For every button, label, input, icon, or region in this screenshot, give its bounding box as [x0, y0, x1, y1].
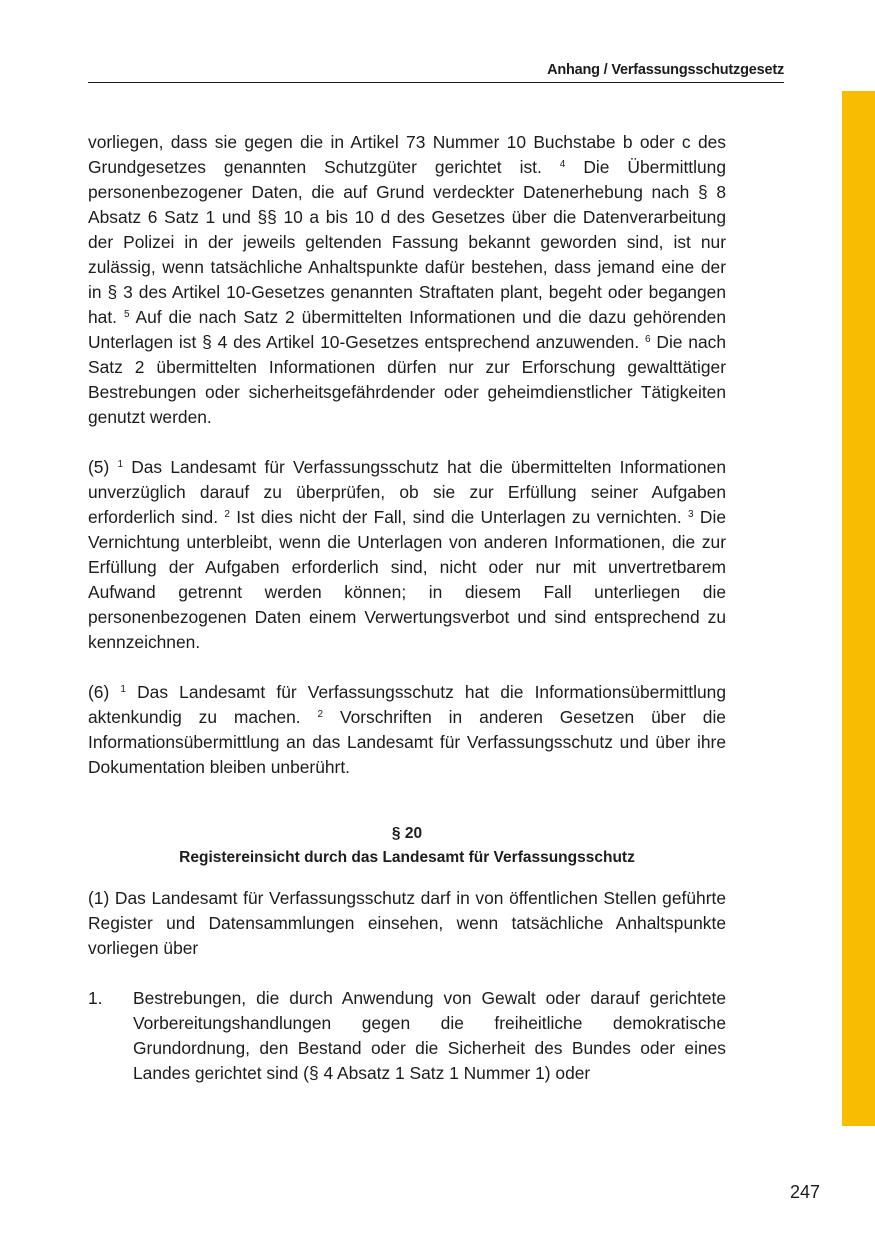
paragraph-6: (6) $^1$ Das Landesamt für Verfassungsschutz hat die Informationsübermittlung aktenkundig zu machen. $^2$ Vorschriften in anderen Gesetzen über die Informationsübermittlung an das Landesamt für Verfassungsschutz und über ihre Dokumentation bleiben unberührt. — [88, 682, 726, 777]
sentence-number: 3 — [688, 509, 694, 520]
list-item-number: 1. — [88, 988, 103, 1008]
page-body — [88, 130, 726, 1086]
paragraph-continuation: vorliegen, dass sie gegen die in Artikel 73 Nummer 10 Buchstabe b oder c des Grundgesetzes genannten Schutzgüter gerichtet ist. $^4$ Die Übermittlung personenbezogener Daten, die auf Grund verdeckter Datenerhebung nach § 8 Absatz 6 Satz 1 und §§ 10 a bis 10 d des Gesetzes über die Datenverarbeitung der Polizei in der jeweils geltenden Fassung bekannt geworden sind, ist nur zulässig, wenn tatsächliche Anhaltspunkte dafür bestehen, dass jemand eine der in § 3 des Artikel 10-Gesetzes genannten Straftaten plant, begeht oder begangen hat. $^5$ Auf die nach Satz 2 übermittelten Informationen und die dazu gehörenden Unterlagen ist § 4 des Artikel 10-Gesetzes entsprechend anzuwenden. $^6$ Die nach Satz 2 übermittelten Informationen dürfen nur zur Erforschung gewalttätiger Bestrebungen oder sicherheitsgefährdender oder geheimdienstlicher Tätigkeiten genutzt werden. — [88, 132, 726, 427]
paragraph-5: (5) $^1$ Das Landesamt für Verfassungsschutz hat die übermittelten Informationen unverzüglich darauf zu überprüfen, ob sie zur Erfüllung seiner Aufgaben erforderlich sind. $^2$ Ist dies nicht der Fall, sind die Unterlagen zu vernichten. $^3$ Die Vernichtung unterbleibt, wenn die Unterlagen von anderen Informationen, die zur Erfüllung der Aufgaben erforderlich sind, nicht oder nur mit unvertretbarem Aufwand getrennt werden können; in diesem Fall unterliegen die personenbezogenen Daten einem Verwertungsverbot und sind entsprechend zu kennzeichnen. — [88, 457, 726, 652]
sentence-number: 6 — [645, 334, 651, 345]
sentence-number: 1 — [120, 684, 126, 695]
section-intro: (1) Das Landesamt für Verfassungsschutz darf in von öffentlichen Stellen geführte Register und Datensammlungen einsehen, wenn tatsächliche Anhaltspunkte vorliegen über — [88, 888, 726, 958]
section-heading — [88, 822, 726, 870]
sentence-number: 1 — [117, 459, 124, 470]
list-item-text: Bestrebungen, die durch Anwendung von Gewalt oder darauf gerichtete Vorbereitungshandlungen gegen die freiheitliche demokratische Grundordnung, den Bestand oder die Sicherheit des Bundes oder eines Landes gerichtet sind (§ 4 Absatz 1 Satz 1 Nummer 1) oder — [133, 988, 726, 1083]
section-number: § 20 — [391, 825, 423, 842]
section-title: Registereinsicht durch das Landesamt für Verfassungsschutz — [179, 849, 635, 866]
running-head: Anhang / Verfassungsschutzgesetz — [547, 62, 784, 78]
sentence-number: 2 — [224, 509, 230, 520]
list-item — [88, 986, 726, 1086]
sentence-number: 2 — [317, 709, 324, 720]
chapter-tab — [842, 91, 875, 1126]
sentence-number: 4 — [559, 159, 566, 170]
page-number: 247 — [789, 1182, 820, 1202]
header-rule — [88, 82, 784, 83]
sentence-number: 5 — [123, 309, 130, 320]
